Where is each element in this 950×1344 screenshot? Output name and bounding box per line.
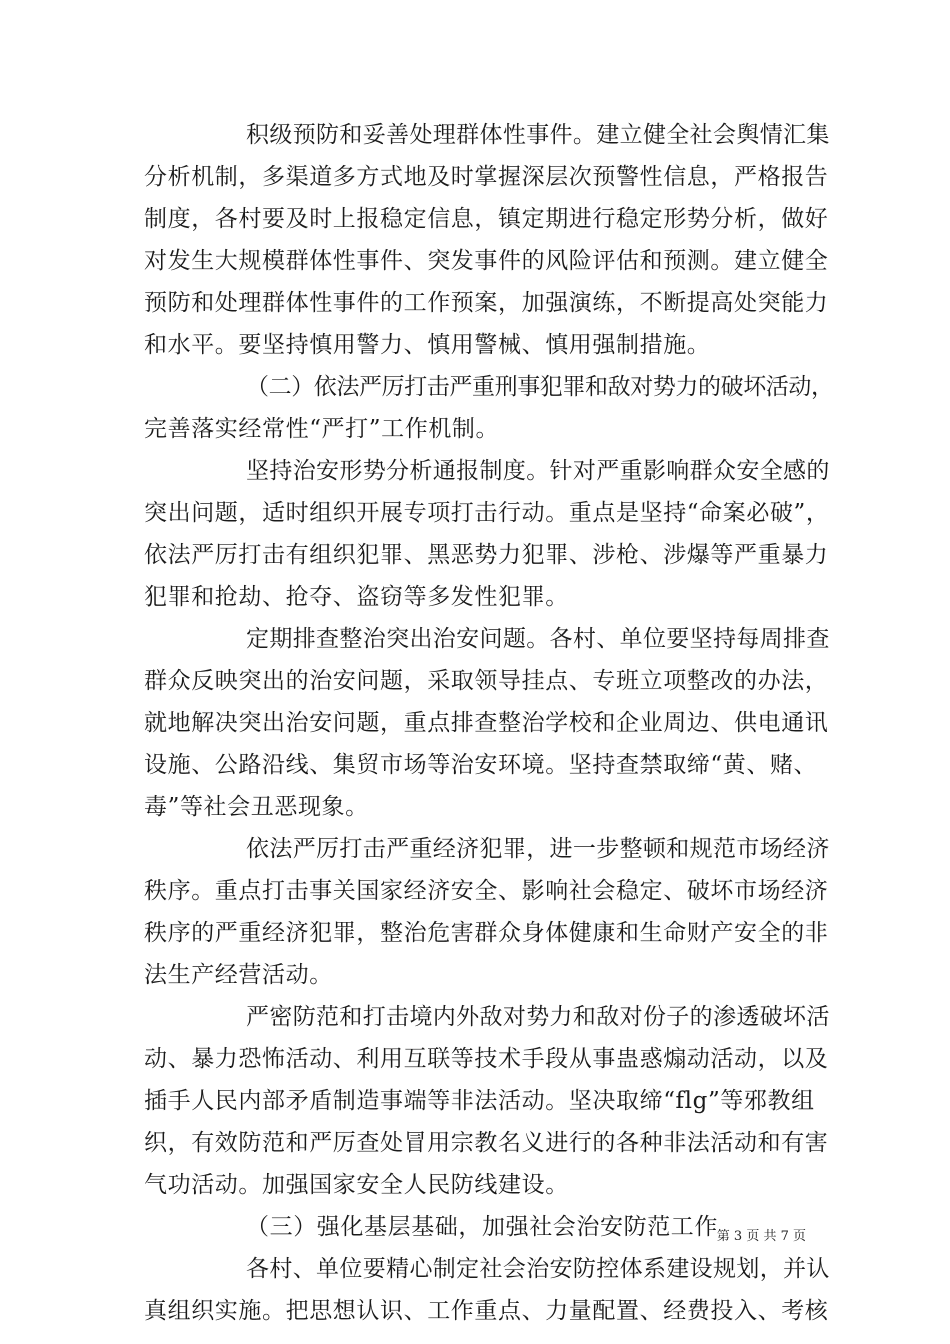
- text-line: 动、暴力恐怖活动、利用互联等技术手段从事蛊惑煽动活动，以及: [144, 1046, 829, 1072]
- paragraph: [144, 828, 830, 996]
- text-line: 完善落实经常性“严打”工作机制。: [144, 416, 500, 442]
- text-line: 对发生大规模群体性事件、突发事件的风险评估和预测。建立健全: [144, 248, 829, 274]
- text-line: 积级预防和妥善处理群体性事件。建立健全社会舆情汇集: [246, 122, 830, 148]
- paragraph: [144, 114, 830, 366]
- text-line: 坚持治安形势分析通报制度。针对严重影响群众安全感的: [246, 458, 830, 484]
- text-line: 秩序的严重经济犯罪，整治危害群众身体健康和生命财产安全的非: [144, 920, 829, 946]
- text-line: 秩序。重点打击事关国家经济安全、影响社会稳定、破坏市场经济: [144, 878, 829, 904]
- paragraph: [144, 996, 830, 1206]
- paragraph: [144, 366, 834, 450]
- text-line: 预防和处理群体性事件的工作预案，加强演练，不断提高处突能力: [144, 290, 829, 316]
- text-line: 制度，各村要及时上报稳定信息，镇定期进行稳定形势分析，做好: [144, 206, 829, 232]
- text-line: 犯罪和抢劫、抢夺、盗窃等多发性犯罪。: [144, 584, 569, 610]
- text-line: 依法严厉打击有组织犯罪、黑恶势力犯罪、涉枪、涉爆等严重暴力: [144, 542, 829, 568]
- text-line: （二）依法严厉打击严重刑事犯罪和敌对势力的破坏活动，: [246, 374, 834, 400]
- text-line: 分析机制，多渠道多方式地及时掌握深层次预警性信息，严格报告: [144, 164, 829, 190]
- paragraph: [144, 1248, 830, 1332]
- text-line: 严密防范和打击境内外敌对势力和敌对份子的渗透破坏活: [246, 1004, 830, 1030]
- text-line: 法生产经营活动。: [144, 962, 333, 988]
- paragraph: [144, 450, 830, 618]
- text-line: 气功活动。加强国家安全人民防线建设。: [144, 1172, 569, 1198]
- text-line: 群众反映突出的治安问题，采取领导挂点、专班立项整改的办法，: [144, 668, 829, 694]
- document-body: [144, 114, 834, 1332]
- text-line: 毒”等社会丑恶现象。: [144, 794, 369, 820]
- text-line: 定期排查整治突出治安问题。各村、单位要坚持每周排查: [246, 626, 830, 652]
- text-line: 插手人民内部矛盾制造事端等非法活动。坚决取缔“flg”等邪教组: [144, 1088, 815, 1114]
- text-line: 就地解决突出治安问题，重点排查整治学校和企业周边、供电通讯: [144, 710, 829, 736]
- page-footer: [0, 1227, 950, 1247]
- text-line: 织，有效防范和严厉查处冒用宗教名义进行的各种非法活动和有害: [144, 1130, 829, 1156]
- text-line: 依法严厉打击严重经济犯罪，进一步整顿和规范市场经济: [246, 836, 830, 862]
- text-line: 突出问题，适时组织开展专项打击行动。重点是坚持“命案必破”，: [144, 500, 830, 526]
- text-line: 各村、单位要精心制定社会治安防控体系建设规划，并认: [246, 1256, 830, 1282]
- text-line: 和水平。要坚持慎用警力、慎用警械、慎用强制措施。: [144, 332, 711, 358]
- text-line: （三）强化基层基础，加强社会治安防范工作: [246, 1214, 718, 1240]
- text-line: 真组织实施。把思想认识、工作重点、力量配置、经费投入、考核: [144, 1298, 829, 1324]
- paragraph: [144, 618, 830, 828]
- page-number: 第 3 页 共 7 页: [716, 1229, 806, 1244]
- text-line: 设施、公路沿线、集贸市场等治安环境。坚持查禁取缔“黄、赌、: [144, 752, 818, 778]
